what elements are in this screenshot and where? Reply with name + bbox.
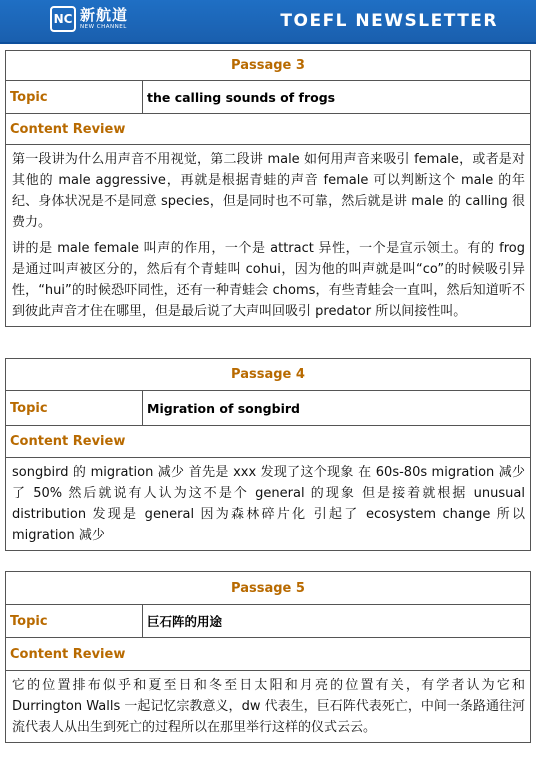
topic-row [6, 81, 530, 114]
content-review-body [6, 145, 530, 326]
content-review-label: Content Review [6, 114, 530, 145]
review-paragraph: songbird 的 migration 减少 首先是 xxx 发现了这个现象 在 60s-80s migration 减少了 50% 然后就说有人认为这不是个 general 的现象 但是接着就根据 unusual distribution 发现是 general 因为森林碎片化 引起了 ecosystem change 所以 migration 减少 [12, 465, 525, 543]
review-paragraph: 第一段讲为什么用声音不用视觉，第二段讲 male 如何用声音来吸引 female，或者是对其他的 male aggressive，再就是根据青蛙的声音 female 可以判断这个 male 的年纪、身体状况是不是同意 species，但是同时也不可靠，然后就是讲 male 的 calling 很费力。 [12, 152, 525, 230]
topic-value: 巨石阵的用途 [147, 614, 223, 629]
topic-row [6, 605, 530, 638]
content-review-label: Content Review [6, 426, 530, 458]
content-review-body [6, 671, 530, 742]
newsletter-title: TOEFL NEWSLETTER [280, 11, 498, 31]
passage-title: Passage 4 [6, 359, 530, 391]
topic-value: the calling sounds of frogs [147, 89, 336, 105]
passage-card [5, 358, 531, 551]
content-review-label: Content Review [6, 638, 530, 671]
brand-logo [50, 6, 128, 32]
topic-value: Migration of songbird [147, 400, 300, 416]
topic-row [6, 391, 530, 426]
topic-label: Topic [6, 391, 143, 425]
review-paragraph: 它的位置排布似乎和夏至日和冬至日太阳和月亮的位置有关，有学者认为它和 Durrington Walls 一起记忆宗教意义，dw 代表生，巨石阵代表死亡，中间一条路通往河流代表人从出生到死亡的过程所以在那里举行这样的仪式云云。 [12, 678, 525, 735]
passage-title: Passage 3 [6, 51, 530, 81]
logo-chinese-name: 新航道 [80, 5, 129, 24]
logo-english-name: NEW CHANNEL [80, 23, 127, 30]
logo-mark-icon: NC [50, 6, 76, 32]
review-paragraph: 讲的是 male female 叫声的作用，一个是 attract 异性，一个是宣示领土。有的 frog 是通过叫声被区分的，然后有个青蛙叫 cohui，因为他的叫声就是叫“co”的时候吸引异性，“hui”的时候恐吓同性，还有一种青蛙会 choms，有些青蛙会一直叫，然后知道听不到彼此声音才住在哪里，但是最后说了大声叫回吸引 predator 所以间接性叫。 [12, 241, 525, 319]
topic-label: Topic [6, 605, 143, 637]
topic-label: Topic [6, 81, 143, 113]
content-review-body [6, 458, 530, 550]
passage-title: Passage 5 [6, 572, 530, 605]
newsletter-header [0, 0, 536, 44]
passage-card [5, 571, 531, 743]
passage-card [5, 50, 531, 327]
